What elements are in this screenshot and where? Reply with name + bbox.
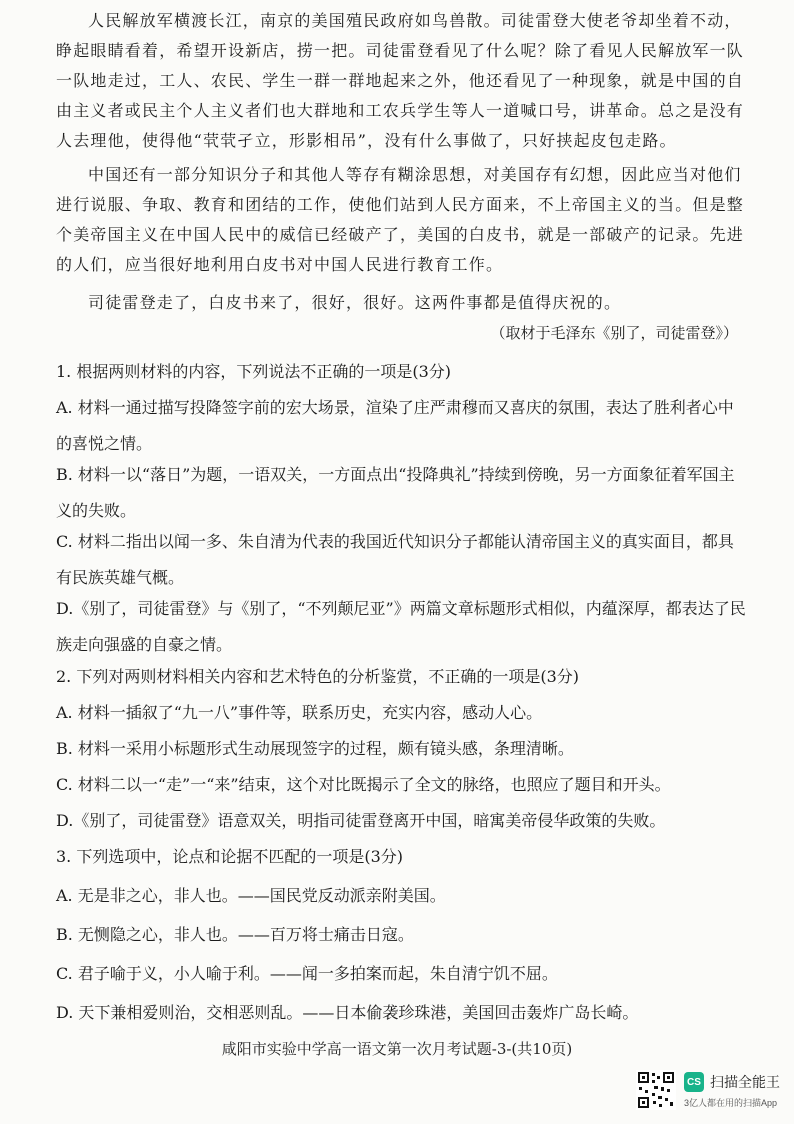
scanner-brand	[684, 1072, 780, 1092]
passage-paragraph-3: 司徒雷登走了，白皮书来了，很好，很好。这两件事都是值得庆祝的。	[88, 293, 622, 312]
question-2-option-a: A. 材料一插叙了“九一八”事件等，联系历史，充实内容，感动人心。	[56, 703, 543, 722]
question-1-option-a: A. 材料一通过描写投降签字前的宏大场景，渲染了庄严肃穆而又喜庆的氛围，表达了胜利者心中的喜悦之情。	[56, 398, 734, 453]
question-1-stem: 1. 根据两则材料的内容，下列说法不正确的一项是(3分)	[56, 362, 452, 381]
question-2-option-b: B. 材料一采用小标题形式生动展现签字的过程，颇有镜头感，条理清晰。	[56, 739, 574, 758]
camscanner-logo-icon: CS	[684, 1072, 704, 1092]
question-1-option-d: D.《别了，司徒雷登》与《别了，“不列颠尼亚”》两篇文章标题形式相似，内蕴深厚，都表达了民族走向强盛的自豪之情。	[56, 599, 746, 654]
question-1-option-b: B. 材料一以“落日”为题，一语双关，一方面点出“投降典礼”持续到傍晚，另一方面象征着军国主义的失败。	[56, 465, 735, 520]
question-3-stem: 3. 下列选项中，论点和论据不匹配的一项是(3分)	[56, 847, 404, 866]
scanner-brand-name: 扫描全能王	[710, 1074, 780, 1090]
scanner-tagline: 3亿人都在用的扫描App	[684, 1098, 778, 1108]
passage-source: （取材于毛泽东《别了，司徒雷登》）	[490, 324, 738, 342]
page-footer: 咸阳市实验中学高一语文第一次月考试题-3-(共10页)	[221, 1040, 573, 1058]
question-3-option-b: B. 无恻隐之心，非人也。——百万将士痛击日寇。	[56, 925, 414, 944]
passage-paragraph-1: 人民解放军横渡长江，南京的美国殖民政府如鸟兽散。司徒雷登大使老爷却坐着不动，睁起眼睛看着，希望开设新店，捞一把。司徒雷登看见了什么呢？除了看见人民解放军一队一队地走过，工人、农民、学生一群一群地起来之外，他还看见了一种现象，就是中国的自由主义者或民主个人主义者们也大群地和工农兵学生等人一道喊口号，讲革命。总之是没有人去理他，使得他“茕茕孑立，形影相吊”，没有什么事做了，只好挟起皮包走路。	[56, 11, 745, 150]
qr-code-icon	[636, 1070, 676, 1110]
question-3-option-a: A. 无是非之心，非人也。——国民党反动派亲附美国。	[56, 886, 446, 905]
question-2-option-c: C. 材料二以一“走”一“来”结束，这个对比既揭示了全文的脉络，也照应了题目和开头。	[56, 775, 671, 794]
question-1-option-c: C. 材料二指出以闻一多、朱自清为代表的我国近代知识分子都能认清帝国主义的真实面目，都具有民族英雄气概。	[56, 532, 734, 587]
question-3-option-d: D. 天下兼相爱则治，交相恶则乱。——日本偷袭珍珠港，美国回击轰炸广岛长崎。	[56, 1003, 639, 1022]
question-3-option-c: C. 君子喻于义，小人喻于利。——闻一多拍案而起，朱自清宁饥不屈。	[56, 964, 558, 983]
question-2-option-d: D.《别了，司徒雷登》语意双关，明指司徒雷登离开中国，暗寓美帝侵华政策的失败。	[56, 811, 666, 830]
passage-paragraph-2: 中国还有一部分知识分子和其他人等存有糊涂思想，对美国存有幻想，因此应当对他们进行说服、争取、教育和团结的工作，使他们站到人民方面来，不上帝国主义的当。但是整个美帝国主义在中国人民中的威信已经破产了，美国的白皮书，就是一部破产的记录。先进的人们，应当很好地利用白皮书对中国人民进行教育工作。	[56, 165, 745, 274]
question-2-stem: 2. 下列对两则材料相关内容和艺术特色的分析鉴赏，不正确的一项是(3分)	[56, 667, 580, 686]
